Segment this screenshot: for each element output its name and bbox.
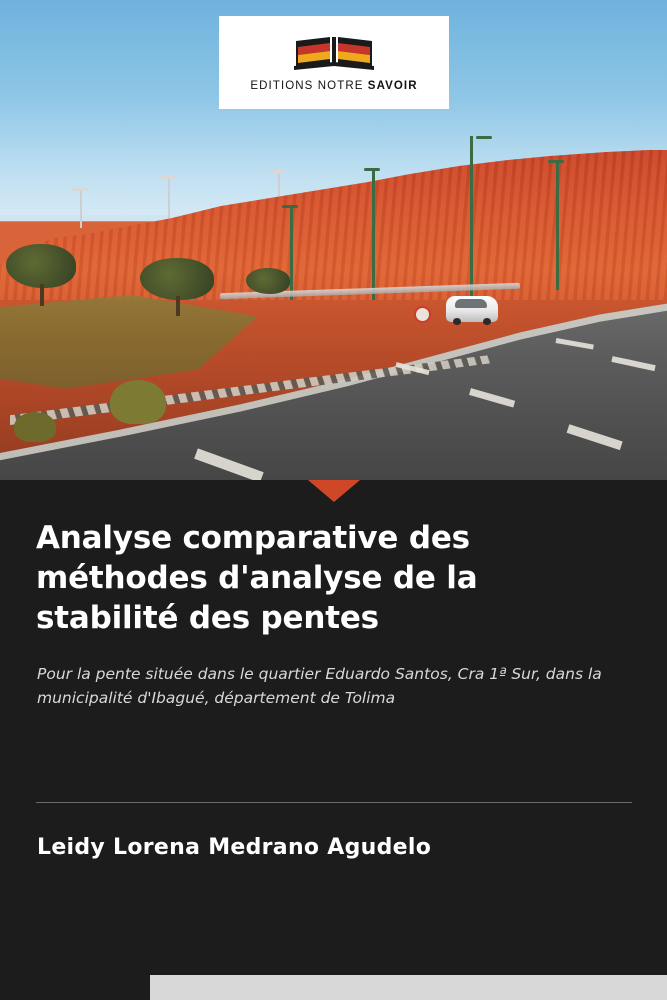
street-lamp-arm [548,160,564,163]
street-lamp-arm [364,168,380,171]
book-author: Leidy Lorena Medrano Agudelo [37,835,432,860]
triangle-accent [308,480,360,502]
street-lamp-arm [282,205,298,208]
bush [14,412,56,442]
road-sign [414,306,431,323]
street-lamp-pole [372,168,375,318]
car-wheel [483,318,491,325]
open-book-icon [292,33,376,73]
book-title: Analyse comparative des méthodes d'analyse de la stabilité des pentes [36,520,478,636]
tree-trunk [176,296,180,316]
tree-foliage [6,244,76,288]
cover-text-area [0,480,667,1000]
publisher-name-light: EDITIONS NOTRE [250,80,368,92]
footer-strip [150,975,667,1000]
street-lamp-arm [72,188,88,191]
divider [36,802,632,803]
book-subtitle: Pour la pente située dans le quartier Eduardo Santos, Cra 1ª Sur, dans la municipalité d'Ibagué, département de Tolima [37,665,602,707]
tree-foliage [140,258,214,300]
street-lamp-pole [470,136,473,306]
street-lamp-arm [476,136,492,139]
publisher-logo [219,16,449,109]
street-lamp-arm [270,170,286,173]
street-lamp-pole [80,188,82,228]
street-lamp-arm [160,176,176,179]
publisher-name [250,80,417,92]
bush [110,380,166,424]
tree-trunk [40,284,44,306]
street-lamp-pole [556,160,559,290]
cover-photo [0,0,667,480]
publisher-name-bold: SAVOIR [367,80,418,92]
white-car [446,296,498,322]
car-wheel [453,318,461,325]
tree-foliage [246,268,290,294]
